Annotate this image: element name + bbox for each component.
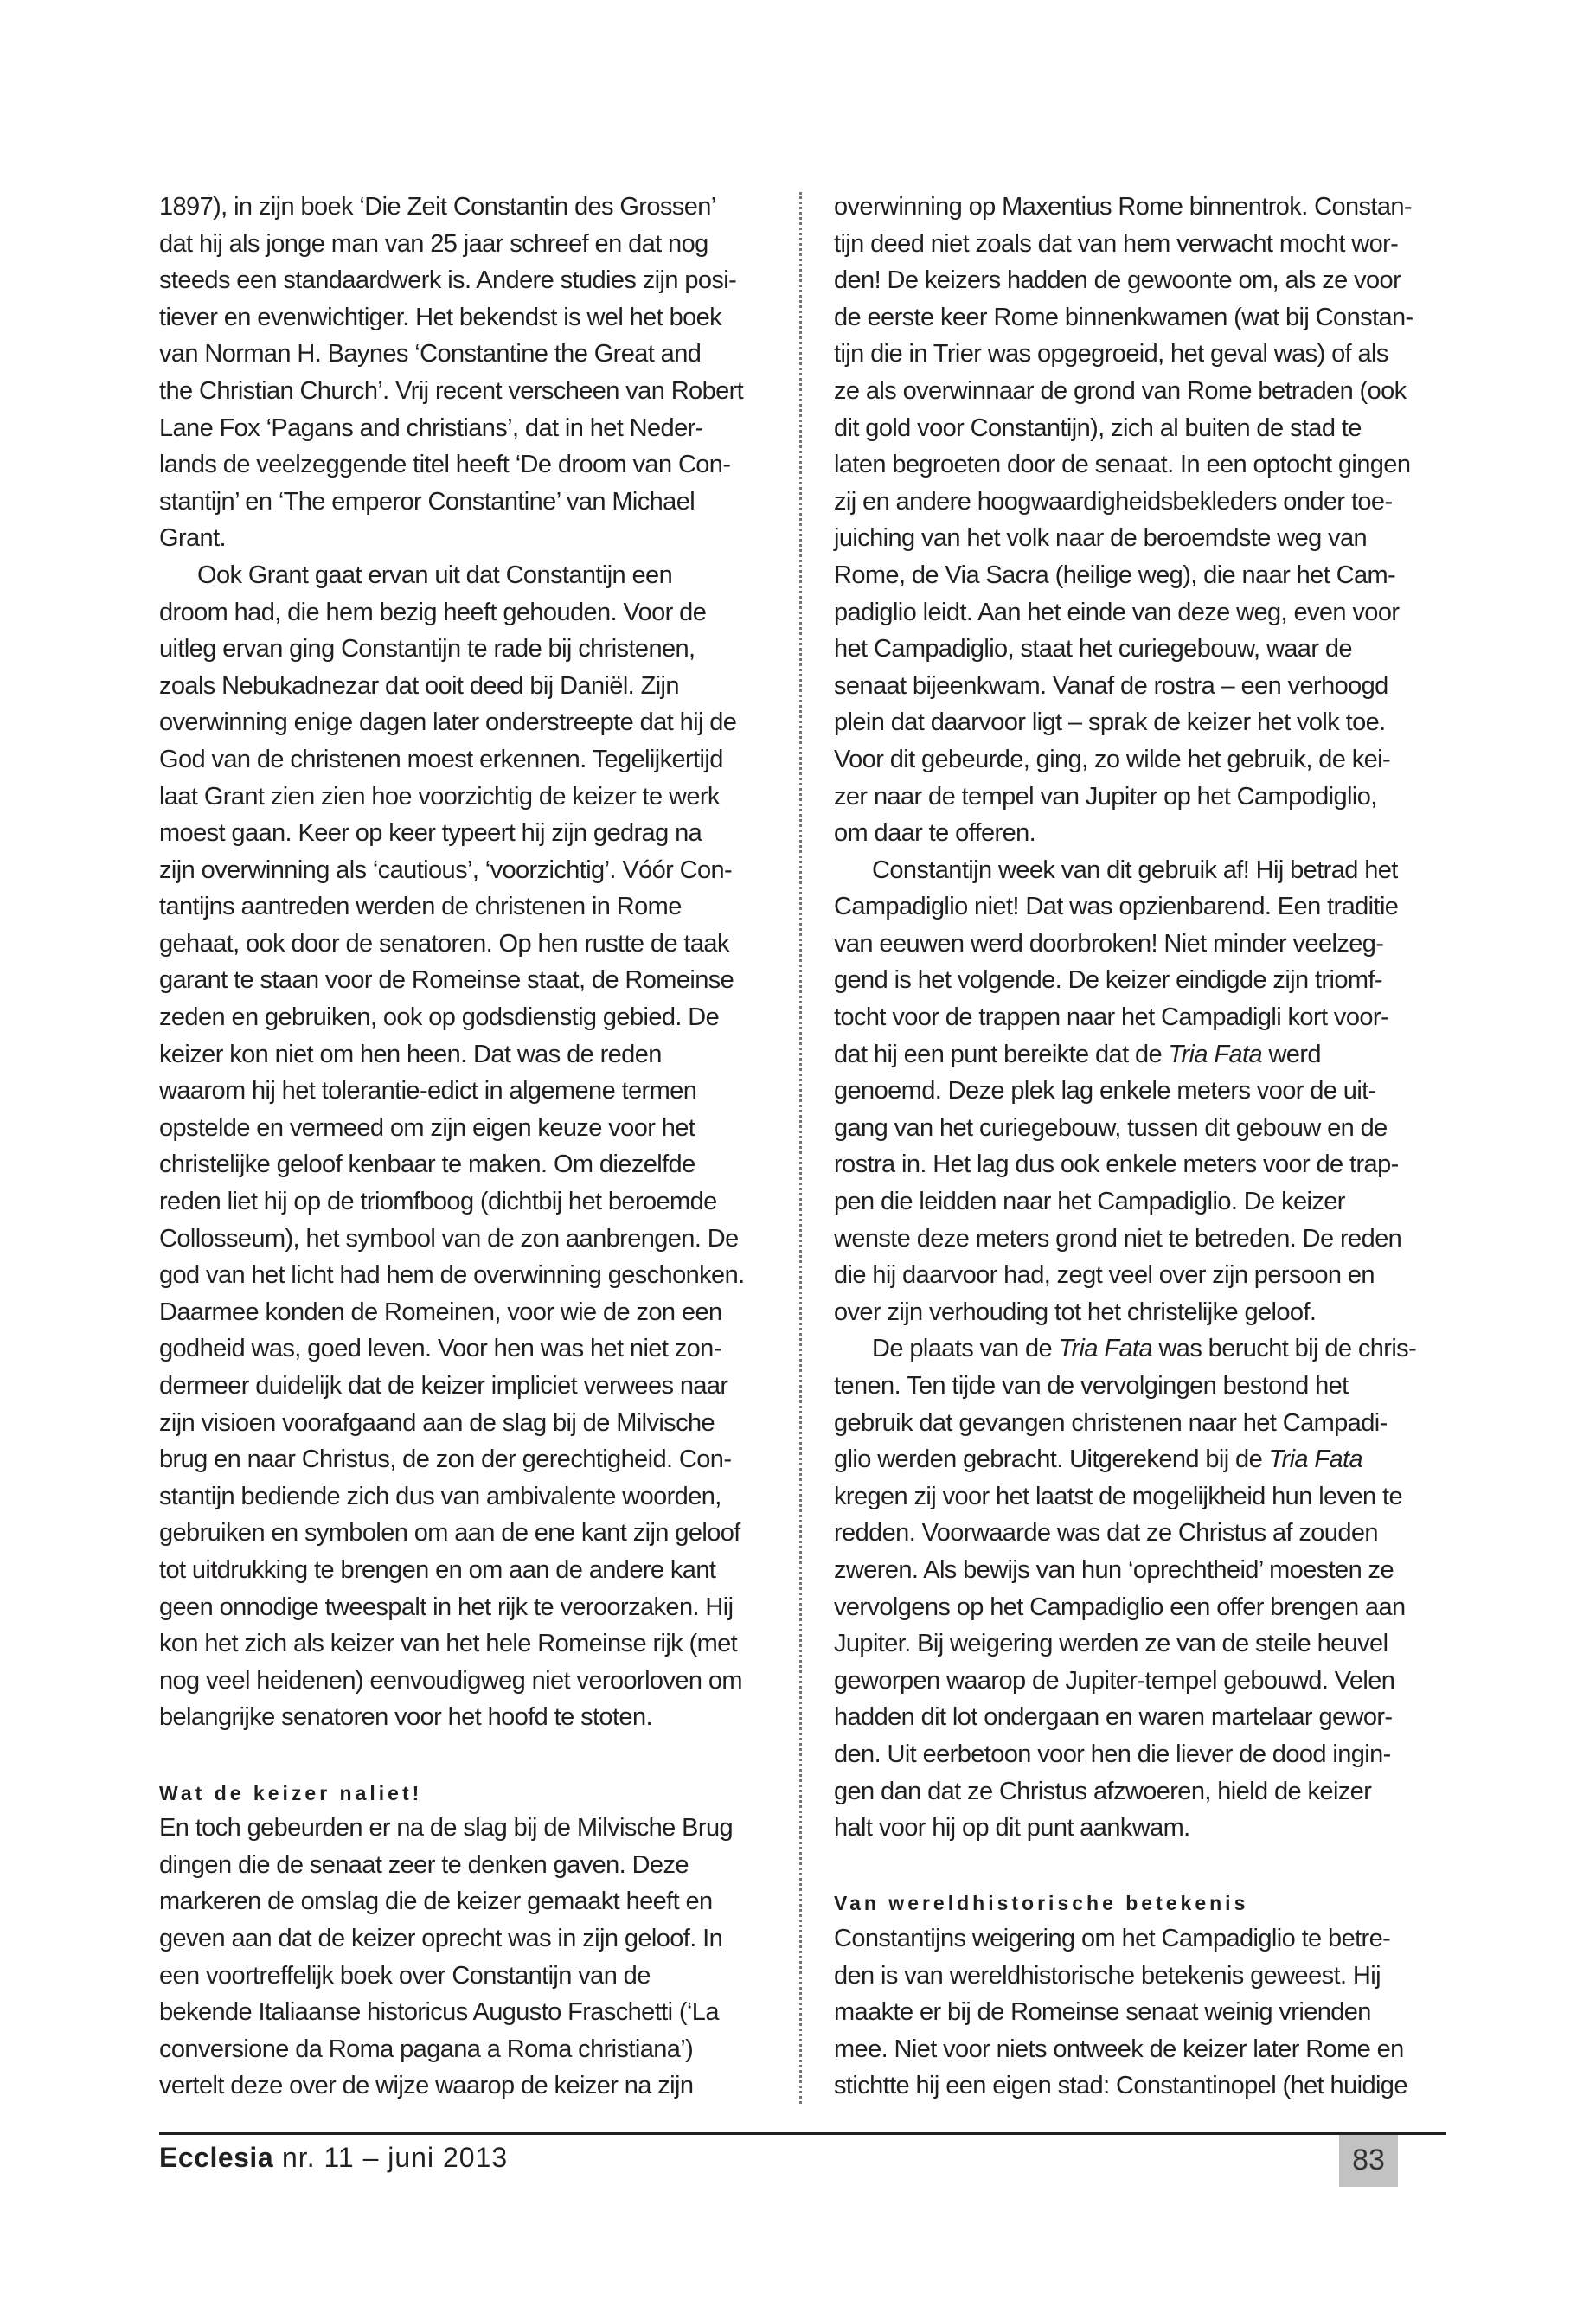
text-line: hadden dit lot ondergaan en waren martelaar gewor- [834,1703,1393,1732]
text-line: dit gold voor Constantijn), zich al buiten de stad te [834,413,1362,442]
text-line: dermeer duidelijk dat de keizer impliciet verwees naar [159,1372,728,1400]
text-line: tijn die in Trier was opgegroeid, het geval was) of als [834,340,1388,369]
text-line: juiching van het volk naar de beroemdste weg van [834,524,1368,553]
text-line: senaat bijeenkwam. Vanaf de rostra – een verhoogd [834,671,1388,700]
text-line: God van de christenen moest erkennen. Tegelijkertijd [159,745,723,773]
text-line: zoals Nebukadnezar dat ooit deed bij Daniël. Zijn [159,671,679,700]
text-line: genoemd. Deze plek lag enkele meters voor de uit- [834,1077,1376,1106]
section-heading: Van wereldhistorische betekenis [834,1892,1249,1915]
italic-term: Tria Fata [1168,1040,1262,1068]
text-line: overwinning enige dagen later onderstreepte dat hij de [159,708,737,737]
text-line: stantijn bediende zich dus van ambivalente woorden, [159,1482,721,1510]
text-line: halt voor hij op dit punt aankwam. [834,1814,1190,1843]
text-line: gen dan dat ze Christus afzwoeren, hield de keizer [834,1777,1372,1805]
text-line: dat hij als jonge man van 25 jaar schreef en dat nog [159,229,708,258]
text-line: gehaat, ook door de senatoren. Op hen rustte de taak [159,929,729,958]
text-line: belangrijke senatoren voor het hoofd te stoten. [159,1703,652,1732]
text-line: pen die leidden naar het Campadiglio. De keizer [834,1188,1345,1216]
left-column [159,189,765,2105]
text-line: Constantijns weigering om het Campadiglio te betre- [834,1924,1391,1952]
text-line: het Campadiglio, staat het curiegebouw, waar de [834,635,1352,663]
text-line: gend is het volgende. De keizer eindigde zijn triomf- [834,966,1382,995]
text-line: mee. Niet voor niets ontweek de keizer later Rome en [834,2035,1404,2063]
text-line: steeds een standaardwerk is. Andere studies zijn posi- [159,266,737,295]
footer [159,2142,508,2174]
text-line: 1897), in zijn boek ‘Die Zeit Constantin des Grossen’ [159,193,716,221]
text-line: uitleg ervan ging Constantijn te rade bij christenen, [159,635,695,663]
text-line: zijn visioen voorafgaand aan de slag bij de Milvische [159,1408,715,1437]
text-line: zer naar de tempel van Jupiter op het Campodiglio, [834,782,1377,811]
blank-line [159,1736,765,1773]
text-line: En toch gebeurden er na de slag bij de Milvische Brug [159,1814,734,1843]
text-line: ze als overwinnaar de grond van Rome betraden (ook [834,376,1407,405]
text-line [834,1330,1439,1368]
text-line: van Norman H. Baynes ‘Constantine the Great and [159,340,702,369]
text-line: geen onnodige tweespalt in het rijk te veroorzaken. Hij [159,1593,734,1621]
text-line: kregen zij voor het laatst de mogelijkheid hun leven te [834,1482,1402,1510]
journal-name: Ecclesia [159,2142,274,2173]
footer-rule [159,2132,1446,2135]
text-line: rostra in. Het lag dus ook enkele meters voor de trap- [834,1150,1399,1179]
text-line: de eerste keer Rome binnenkwamen (wat bij Constan- [834,303,1413,331]
text-line: zweren. Als bewijs van hun ‘oprechtheid’ moesten ze [834,1555,1394,1584]
text-line: overwinning op Maxentius Rome binnentrok. Constan- [834,193,1412,221]
text-line: tenen. Ten tijde van de vervolgingen bestond het [834,1372,1349,1400]
text-line: Rome, de Via Sacra (heilige weg), die naar het Cam- [834,561,1396,589]
text-line: godheid was, goed leven. Voor hen was het niet zon- [159,1335,721,1363]
text-line: nog veel heidenen) eenvoudigweg niet veroorloven om [159,1666,742,1695]
text-line: reden liet hij op de triomfboog (dichtbij het beroemde [159,1188,717,1216]
blank-line [834,1847,1439,1884]
text-line: Lane Fox ‘Pagans and christians’, dat in het Neder- [159,413,703,442]
text-line: zij en andere hoogwaardigheidsbekleders onder toe- [834,487,1393,516]
issue-info: nr. 11 – juni 2013 [282,2142,509,2173]
text-line: den is van wereldhistorische betekenis geweest. Hij [834,1961,1381,1990]
italic-term: Tria Fata [1058,1335,1152,1363]
text-line: keizer kon niet om hen heen. Dat was de reden [159,1040,662,1068]
text-line: Constantijn week van dit gebruik af! Hij betrad het [872,856,1398,884]
text-line: lands de veelzeggende titel heeft ‘De droom van Con- [159,451,731,479]
text-segment: dat hij een punt bereikte dat de [834,1040,1169,1068]
text-line: gang van het curiegebouw, tussen dit gebouw en de [834,1113,1388,1142]
paragraph [834,1330,1439,1846]
text-line: christelijke geloof kenbaar te maken. Om diezelfde [159,1150,695,1179]
text-line: stantijn’ en ‘The emperor Constantine’ van Michael [159,487,695,516]
text-line: dingen die de senaat zeer te denken gaven. Deze [159,1850,689,1879]
text-line: bekende Italiaanse historicus Augusto Fraschetti (‘La [159,1998,719,2027]
text-line: laat Grant zien zien hoe voorzichtig de keizer te werk [159,782,720,811]
text-line [834,1036,1439,1074]
paragraph [159,557,765,1736]
text-line: Collosseum), het symbool van de zon aanbrengen. De [159,1224,739,1253]
text-line: Daarmee konden de Romeinen, voor wie de zon een [159,1298,722,1326]
text-line: tiever en evenwichtiger. Het bekendst is wel het boek [159,303,722,331]
text-segment: glio werden gebracht. Uitgerekend bij de [834,1445,1269,1474]
text-line: redden. Voorwaarde was dat ze Christus af zouden [834,1519,1378,1548]
text-line: waarom hij het tolerantie-edict in algemene termen [159,1077,697,1106]
paragraph [159,189,765,557]
text-line: opstelde en vermeed om zijn eigen keuze voor het [159,1113,695,1142]
text-line: die hij daarvoor had, zegt veel over zijn persoon en [834,1261,1375,1290]
paragraph [834,852,1439,1331]
text-line: den! De keizers hadden de gewoonte om, als ze voor [834,266,1401,295]
text-line: om daar te offeren. [834,819,1036,848]
italic-term: Tria Fata [1268,1445,1363,1474]
text-line: plein dat daarvoor ligt – sprak de keizer het volk toe. [834,708,1386,737]
text-line: vervolgens op het Campadiglio een offer brengen aan [834,1593,1406,1621]
text-line: gebruiken en symbolen om aan de ene kant zijn geloof [159,1519,740,1548]
right-column [834,189,1439,2105]
text-line: over zijn verhouding tot het christelijke geloof. [834,1298,1317,1326]
text-line: Jupiter. Bij weigering werden ze van de steile heuvel [834,1630,1388,1658]
text-line: kon het zich als keizer van het hele Romeinse rijk (met [159,1630,738,1658]
text-line: van eeuwen werd doorbroken! Niet minder veelzeg- [834,929,1384,958]
text-line: brug en naar Christus, de zon der gerechtigheid. Con- [159,1445,732,1474]
text-line: padiglio leidt. Aan het einde van deze weg, even voor [834,598,1400,626]
paragraph [834,189,1439,852]
text-line: geven aan dat de keizer oprecht was in zijn geloof. In [159,1924,723,1952]
text-segment: De plaats van de [872,1335,1059,1363]
text-line: tijn deed niet zoals dat van hem verwacht mocht wor- [834,229,1399,258]
text-segment: was berucht bij de chris- [1151,1335,1417,1363]
text-line: wenste deze meters grond niet te betreden. De reden [834,1224,1402,1253]
text-line: Voor dit gebeurde, ging, zo wilde het gebruik, de kei- [834,745,1391,773]
text-line: tocht voor de trappen naar het Campadigli kort voor- [834,1003,1388,1032]
text-line: Ook Grant gaat ervan uit dat Constantijn een [197,561,673,589]
page-number: 83 [1339,2135,1398,2187]
text-line: zeden en gebruiken, ook op godsdienstig gebied. De [159,1003,720,1032]
text-line: stichtte hij een eigen stad: Constantinopel (het huidige [834,2072,1407,2100]
text-line: Campadiglio niet! Dat was opzienbarend. Een traditie [834,893,1399,921]
text-line: garant te staan voor de Romeinse staat, de Romeinse [159,966,734,995]
text-line: gebruik dat gevangen christenen naar het Campadi- [834,1408,1388,1437]
text-line: Grant. [159,524,226,553]
text-line [834,1441,1439,1478]
text-line: god van het licht had hem de overwinning geschonken. [159,1261,745,1290]
text-line: vertelt deze over de wijze waarop de keizer na zijn [159,2072,694,2100]
text-line: moest gaan. Keer op keer typeert hij zijn gedrag na [159,819,702,848]
text-line: een voortreffelijk boek over Constantijn van de [159,1961,651,1990]
text-line: tantijns aantreden werden de christenen in Rome [159,893,682,921]
paragraph [834,1920,1439,2105]
text-line: laten begroeten door de senaat. In een optocht gingen [834,451,1411,479]
text-line: maakte er bij de Romeinse senaat weinig vrienden [834,1998,1371,2027]
paragraph [159,1810,765,2105]
text-line: tot uitdrukking te brengen en om aan de andere kant [159,1555,716,1584]
text-line: markeren de omslag die de keizer gemaakt heeft en [159,1888,713,1916]
text-line: the Christian Church’. Vrij recent verscheen van Robert [159,376,744,405]
text-line: zijn overwinning als ‘cautious’, ‘voorzichtig’. Vóór Con- [159,856,733,884]
text-line: droom had, die hem bezig heeft gehouden. Voor de [159,598,707,626]
text-line: conversione da Roma pagana a Roma christiana’) [159,2035,694,2063]
text-segment: werd [1261,1040,1321,1068]
column-divider [799,192,802,2104]
text-line: geworpen waarop de Jupiter-tempel gebouwd. Velen [834,1666,1395,1695]
text-line: den. Uit eerbetoon voor hen die liever de dood ingin- [834,1740,1391,1768]
section-heading: Wat de keizer naliet! [159,1781,423,1804]
